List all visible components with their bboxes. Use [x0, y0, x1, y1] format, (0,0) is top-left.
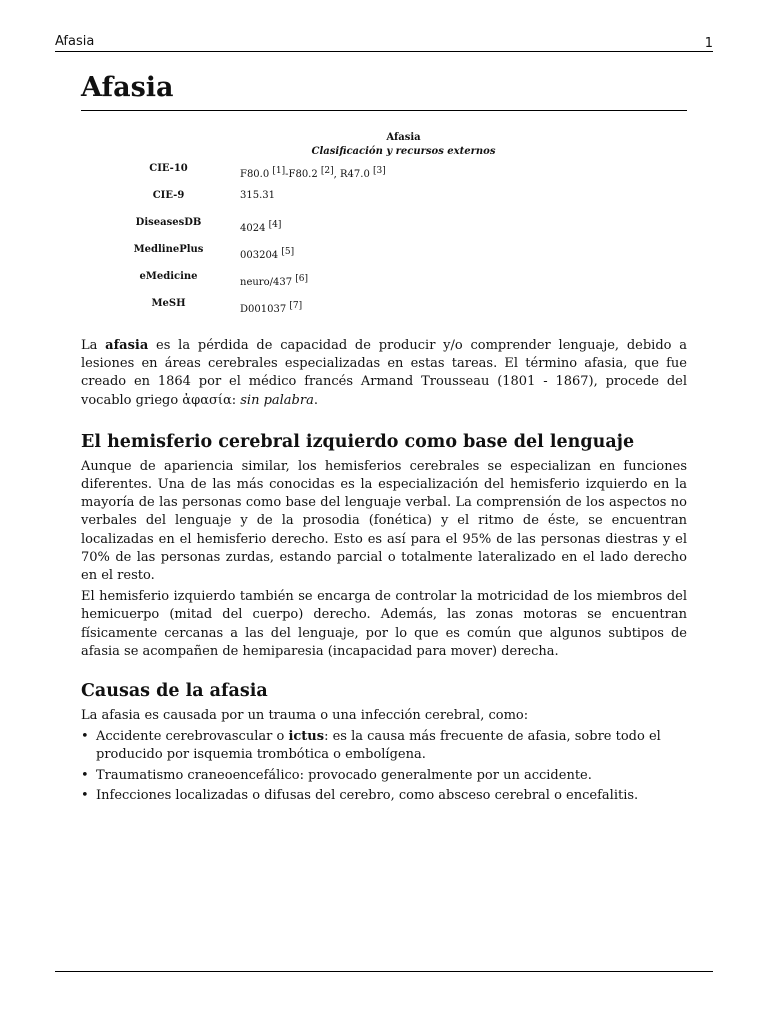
infobox-title: Afasia	[386, 132, 421, 143]
infobox-subtitle: Clasificación y recursos externos	[311, 146, 496, 157]
section-paragraph: Aunque de apariencia similar, los hemisferios cerebrales se especializan en funciones diferentes. Una de las más conocidas es la especialización del hemisferio izquierdo en la mayoría de las personas como base del lenguaje verbal. La comprensión de los aspectos no verbales del lenguaje y de la prosodia (fonética) y el ritmo de éste, se encuentran localizadas en el hemisferio derecho. Esto es así para el 95% de las personas diestras y el 70% de las personas zurdas, estando parcial o totalmente lateralizado en el lado derecho en el resto.	[81, 458, 687, 584]
section-paragraph: El hemisferio izquierdo también se encarga de controlar la motricidad de los miembros del hemicuerpo (mitad del cuerpo) derecho. Además, las zonas motoras se encuentran físicamente cercanas a las del lenguaje, por lo que es común que algunos subtipos de afasia se acompañen de hemiparesia (incapacidad para mover) derecha.	[81, 589, 687, 659]
reference-link[interactable]: [1]	[272, 166, 286, 176]
list-item: • Accidente cerebrovascular o ictus: es la causa más frecuente de afasia, sobre todo el producido por isquemia trombótica o embolígena.	[81, 729, 661, 763]
term-bold: afasia	[105, 338, 149, 353]
intro-paragraph: La afasia es la pérdida de capacidad de producir y/o comprender lenguaje, debido a lesiones en áreas cerebrales especializadas en estas tareas. El término afasia, que fue creado en 1864 por el médico francés Armand Trousseau (1801 - 1867), procede del vocablo griego ἀφασία: sin palabra.	[81, 338, 687, 408]
code-link[interactable]: 4024	[240, 223, 269, 234]
causes-list	[81, 728, 687, 805]
code-link[interactable]: , R47.0	[333, 169, 373, 180]
footer-rule	[55, 971, 713, 972]
list-item: • Traumatismo craneoencefálico: provocado generalmente por un accidente.	[81, 767, 687, 785]
code-link[interactable]: neuro/437	[240, 277, 296, 288]
infobox-value	[236, 240, 294, 267]
infobox-label: CIE-9	[152, 190, 185, 201]
infobox-row-mesh	[101, 294, 565, 321]
code-link[interactable]: 315.31	[240, 190, 275, 201]
infobox-value	[236, 267, 308, 294]
reference-link[interactable]: [3]	[373, 166, 386, 176]
article-title: Afasia	[81, 70, 687, 111]
reference-link[interactable]: [2]	[320, 166, 334, 176]
infobox-label: eMedicine	[139, 271, 198, 282]
term-italic: sin palabra	[240, 392, 314, 408]
infobox-value	[236, 186, 275, 213]
infobox-label: MeSH	[151, 298, 186, 309]
infobox-label: DiseasesDB	[135, 217, 202, 228]
infobox-row-cie9	[101, 186, 565, 213]
infobox	[101, 131, 565, 321]
bullet-icon: •	[81, 787, 89, 803]
running-title: Afasia	[55, 34, 95, 49]
infobox-row-diseasesdb	[101, 213, 565, 240]
reference-link[interactable]: [5]	[281, 247, 295, 257]
infobox-label: CIE-10	[149, 163, 188, 174]
infobox-value	[236, 294, 302, 321]
infobox-row-cie10	[101, 159, 565, 186]
bullet-icon: •	[81, 767, 89, 783]
page-number: 1	[704, 36, 713, 51]
infobox-label: MedlinePlus	[133, 244, 204, 255]
code-link[interactable]: D001037	[240, 304, 290, 315]
reference-link[interactable]: [4]	[268, 220, 282, 230]
section-paragraph: La afasia es causada por un trauma o una infección cerebral, como:	[81, 708, 529, 724]
section-heading-hemisferio: El hemisferio cerebral izquierdo como base del lenguaje	[81, 431, 635, 452]
code-link[interactable]: -F80.2	[285, 169, 321, 180]
article-content	[81, 70, 687, 807]
running-header	[55, 33, 713, 52]
bullet-icon: •	[81, 729, 89, 745]
infobox-value	[236, 159, 386, 186]
list-item: • Infecciones localizadas o difusas del cerebro, como absceso cerebral o encefalitis.	[81, 787, 687, 805]
infobox-row-medlineplus	[101, 240, 565, 267]
infobox-value	[236, 213, 281, 240]
term-bold: ictus	[288, 729, 325, 745]
code-link[interactable]: F80.0	[240, 169, 273, 180]
infobox-row-emedicine	[101, 267, 565, 294]
reference-link[interactable]: [6]	[295, 274, 308, 284]
code-link[interactable]: 003204	[240, 250, 282, 261]
reference-link[interactable]: [7]	[289, 301, 303, 311]
section-heading-causas: Causas de la afasia	[81, 681, 268, 702]
